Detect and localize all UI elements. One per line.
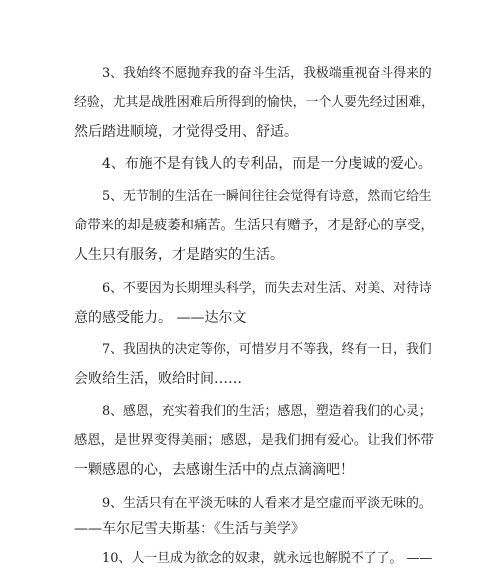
paragraph-6-line-2: 意的感受能力。 ——达尔文 [74, 310, 247, 326]
paragraph-7-line-1: 7、我固执的决定等你，可惜岁月不等我，终有一日，我们 [102, 342, 432, 357]
paragraph-3-line-2: 经验，尤其是战胜困难后所得到的愉快，一个人要先经过困难， [74, 95, 435, 110]
paragraph-9-line-1: 9、生活只有在平淡无味的人看来才是空虚而平淡无味的。 [102, 496, 432, 511]
paragraph-10-line-1: 10、人一旦成为欲念的奴隶，就永远也解脱不了了。 —— [102, 551, 433, 566]
paragraph-9-line-2: ——车尔尼雪夫斯基：《生活与美学》 [74, 521, 305, 537]
paragraph-8-line-1: 8、感恩，充实着我们的生活；感恩，塑造着我们的心灵； [102, 404, 432, 419]
paragraph-8-line-2: 感恩，是世界变得美丽；感恩，是我们拥有爱心。让我们怀带 [74, 433, 434, 448]
paragraph-5-line-2: 命带来的却是疲萎和痛苦。生活只有赠予，才是舒心的享受， [74, 218, 434, 233]
paragraph-4-line-1: 4、布施不是有钱人的专利品，而是一分虔诚的爱心。 [102, 156, 432, 172]
paragraph-6-line-1: 6、不要因为长期埋头科学，而失去对生活、对美、对待诗 [102, 281, 432, 296]
paragraph-3-line-1: 3、我始终不愿抛弃我的奋斗生活，我极端重视奋斗得来的 [102, 66, 432, 81]
paragraph-7-line-2: 会败给生活，败给时间…… [74, 371, 242, 387]
paragraph-5-line-1: 5、无节制的生活在一瞬间往往会觉得有诗意，然而它给生 [102, 189, 432, 204]
paragraph-3-line-3: 然后踏进顺境，才觉得受用、舒适。 [74, 124, 298, 140]
paragraph-8-line-3: 一颗感恩的心，去感谢生活中的点点滴滴吧！ [74, 462, 354, 478]
paragraph-5-line-3: 人生只有服务，才是踏实的生活。 [74, 247, 284, 263]
